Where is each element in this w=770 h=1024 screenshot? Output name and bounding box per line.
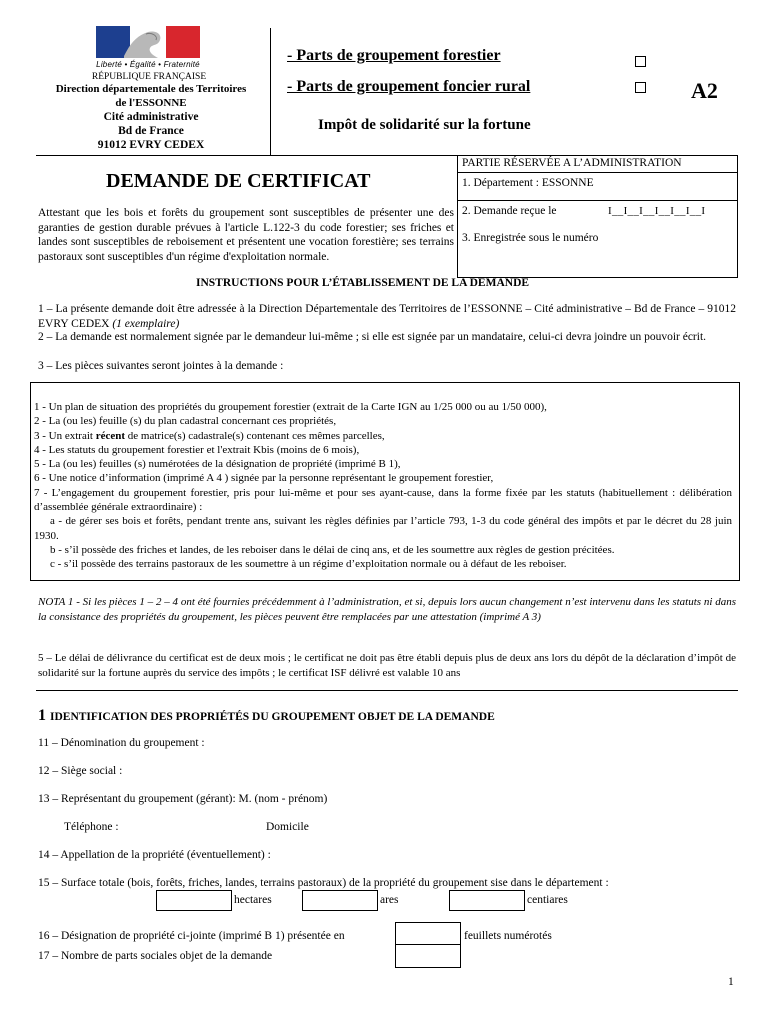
instruction-1-text: 1 – La présente demande doit être adressée à la Direction Départementale des Territoires de l’ESSONNE – Cité administrative – Bd de France – 91012 EVRY CEDEX: [38, 303, 736, 330]
admin-registered: 3. Enregistrée sous le numéro: [462, 232, 599, 244]
piece-subitem: c - s’il possède des terrains pastoraux de les soumettre à un régime d’exploitation normale ou à défaut de les reboiser.: [50, 558, 567, 571]
ares-input[interactable]: [302, 890, 378, 911]
piece-item: 1 - Un plan de situation des propriétés du groupement forestier (extrait de la Carte IGN au 1/25 000 ou au 1/50 000),: [34, 401, 547, 413]
feuillets-label: feuillets numérotés: [464, 930, 552, 942]
checkbox-foncier[interactable]: [635, 82, 646, 93]
option-groupement-foncier: [287, 78, 530, 96]
option-label: - Parts de groupement forestier: [287, 47, 501, 64]
agency-line: de l'ESSONNE: [115, 97, 187, 109]
piece-item: 6 - Une notice d’information (imprimé A 4 ) signée par la personne représentant le groupement forestier,: [34, 472, 494, 485]
piece-subitem: b - s’il possède des friches et landes, de les reboiser dans le délai de cinq ans, et de les soumettre aux règles de gestion précitées.: [50, 543, 615, 556]
field-surface: 15 – Surface totale (bois, forêts, friches, landes, terrains pastoraux) de la propriété du groupement sise dans le département :: [38, 877, 609, 889]
piece-item: 4 - Les statuts du groupement forestier et l'extrait Kbis (moins de 6 mois),: [34, 443, 360, 456]
field-siege: 12 – Siège social :: [38, 765, 123, 777]
header-divider: [270, 28, 271, 155]
instructions-heading: INSTRUCTIONS POUR L’ÉTABLISSEMENT DE LA DEMANDE: [196, 277, 530, 289]
option-label: - Parts de groupement foncier rural: [287, 78, 531, 95]
field-designation: 16 – Désignation de propriété ci-jointe (imprimé B 1) présentée en: [38, 930, 345, 942]
section-rule: [36, 690, 738, 691]
piece-subitem: a - de gérer ses bois et forêts, pendant trente ans, suivant les règles définies par l’article 793, 1-3 du code général des impôts et par le décret du 28 juin 1930.: [34, 515, 732, 542]
centiares-input[interactable]: [449, 890, 525, 911]
instruction-2: 2 – La demande est normalement signée par le demandeur lui-même ; si elle est signée par un mandataire, celui-ci devra joindre un pouvoir écrit.: [38, 331, 707, 343]
field-denomination: 11 – Dénomination du groupement :: [38, 737, 205, 749]
hectares-input[interactable]: [156, 890, 232, 911]
field-appellation: 14 – Appellation de la propriété (éventuellement) :: [38, 849, 271, 861]
agency-line: Bd de France: [118, 125, 184, 137]
piece-item: 2 - La (ou les) feuille (s) du plan cadastral concernant ces propriétés,: [34, 415, 337, 428]
republic-logo: [96, 26, 200, 72]
instruction-3: 3 – Les pièces suivantes seront jointes à la demande :: [38, 360, 284, 372]
piece-text: 3 - Un extrait: [34, 429, 93, 442]
form-code: A2: [691, 78, 718, 103]
field-telephone: Téléphone :: [64, 821, 119, 833]
admin-received-date[interactable]: I__I__I__I__I__I__I: [608, 205, 706, 217]
admin-heading: PARTIE RÉSERVÉE A L’ADMINISTRATION: [462, 157, 682, 169]
agency-line: 91012 EVRY CEDEX: [97, 139, 205, 151]
agency-address: [36, 82, 266, 152]
hectares-label: hectares: [234, 894, 272, 906]
logo-republic-text: RÉPUBLIQUE FRANÇAISE: [91, 72, 207, 82]
admin-received-label: 2. Demande reçue le: [462, 205, 557, 217]
instruction-1: [38, 302, 736, 331]
agency-line: Direction départementale des Territoires: [55, 83, 247, 95]
feuillets-input[interactable]: [395, 922, 461, 968]
centiares-label: centiares: [527, 894, 568, 906]
piece-item: 5 - La (ou les) feuilles (s) numérotées de la désignation de propriété (imprimé B 1),: [34, 458, 401, 471]
admin-reserved-box: [457, 155, 738, 278]
section-title: IDENTIFICATION DES PROPRIÉTÉS DU GROUPEMENT OBJET DE LA DEMANDE: [50, 711, 495, 723]
delay-text: 5 – Le délai de délivrance du certificat est de deux mois ; le certificat ne doit pas être établi depuis plus de deux ans lors du dépôt de la déclaration d’impôt de solidarité sur la fortune auprès du service des impôts ; le certificat ISF délivré est valable 10 ans: [38, 652, 736, 679]
piece-item: 7 - L’engagement du groupement forestier, pris pour lui-même et pour ses ayant-cause, dans la forme fixée par les statuts (habituellement : délibération d’assemblée générale extraordinaire) :: [34, 486, 732, 514]
intro-text: Attestant que les bois et forêts du groupement sont susceptibles de présenter une des garanties de gestion durable prévues à l'article L.122-3 du code forestier; ses friches et landes sont susceptibles de reboisement et présentent une vocation forestière; ses terrains pastoraux sont susceptibles d'un régime d'exploitation normale.: [38, 207, 454, 263]
page-number: 1: [728, 976, 734, 988]
page-title: DEMANDE DE CERTIFICAT: [106, 170, 371, 192]
logo-motto: Liberté • Égalité • Fraternité: [96, 60, 200, 69]
piece-emphasis: récent: [95, 429, 126, 442]
piece-text: de matrice(s) cadastrale(s) contenant ces mêmes parcelles,: [127, 429, 385, 442]
field-domicile: Domicile: [266, 821, 309, 833]
checkbox-forestier[interactable]: [635, 56, 646, 67]
admin-department: 1. Département : ESSONNE: [462, 177, 594, 189]
field-parts-sociales: 17 – Nombre de parts sociales objet de la demande: [38, 950, 273, 962]
instruction-1-copies: (1 exemplaire): [112, 317, 180, 330]
option-groupement-forestier: [287, 47, 501, 65]
nota-text: NOTA 1 - Si les pièces 1 – 2 – 4 ont été fournies précédemment à l’administration, et si, depuis lors aucun changement n’est intervenu dans les statuts ni dans la consistance des propriétés du groupement, les pièces peuvent être remplacées par une attestation (imprimé A 3): [38, 596, 736, 623]
agency-line: Cité administrative: [103, 111, 199, 123]
header-subtitle: Impôt de solidarité sur la fortune: [318, 117, 531, 133]
section-heading: [38, 707, 495, 725]
pieces-box: [30, 382, 740, 581]
field-representant: 13 – Représentant du groupement (gérant): M. (nom - prénom): [38, 793, 328, 805]
ares-label: ares: [380, 894, 399, 906]
piece-item: [34, 429, 732, 443]
section-number: 1: [38, 707, 46, 724]
